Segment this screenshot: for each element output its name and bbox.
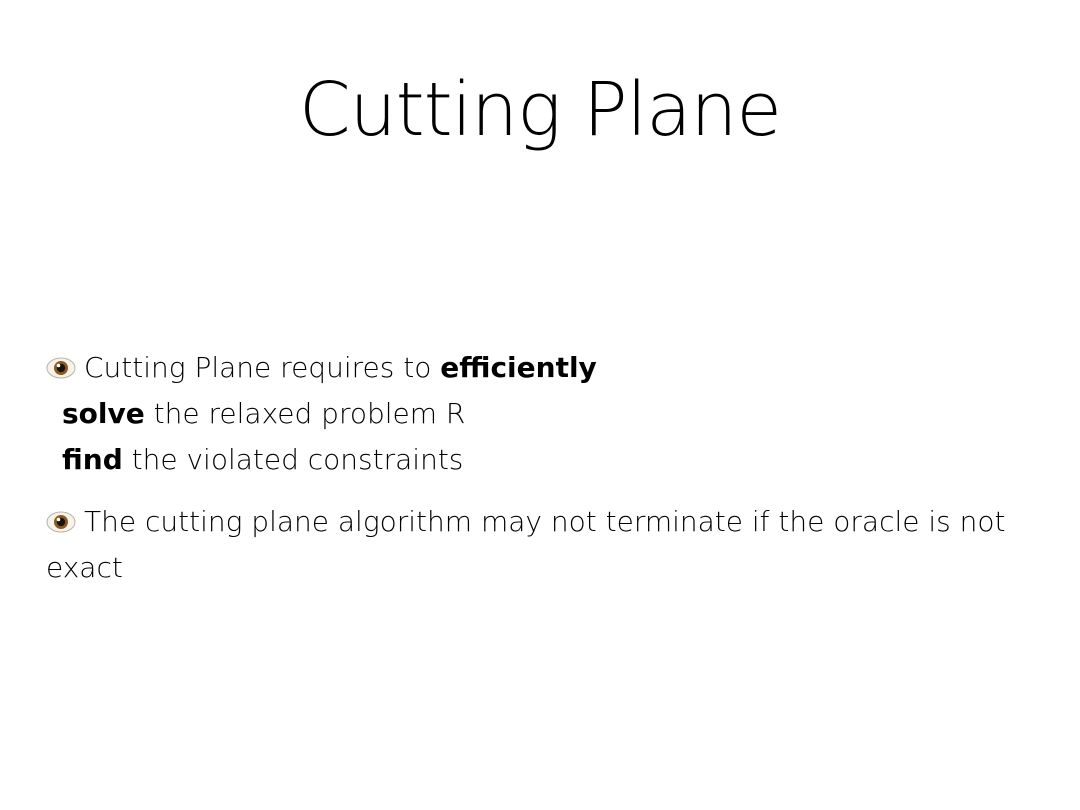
- bullet-1: [46, 345, 1046, 483]
- bullet-2: [46, 499, 1046, 591]
- bullet-1-lead-bold: efficiently: [440, 351, 597, 384]
- eye-icon: [46, 511, 76, 533]
- slide-title: Cutting Plane: [299, 67, 781, 153]
- subitem-1-bold: solve: [62, 397, 145, 430]
- slide-body: [46, 345, 1046, 607]
- bullet-1-subitem-2: [46, 437, 1046, 483]
- bullet-1-subitem-1: [46, 391, 1046, 437]
- subitem-1-text: the relaxed problem R: [144, 397, 466, 430]
- bullet-2-text: The cutting plane algorithm may not terminate if the oracle is not exact: [46, 505, 1006, 584]
- subitem-2-bold: find: [62, 443, 123, 476]
- eye-icon: [46, 357, 76, 379]
- bullet-1-lead-text: Cutting Plane requires to: [84, 351, 441, 384]
- subitem-2-text: the violated constraints: [122, 443, 464, 476]
- bullet-1-lead-line: [46, 345, 1046, 391]
